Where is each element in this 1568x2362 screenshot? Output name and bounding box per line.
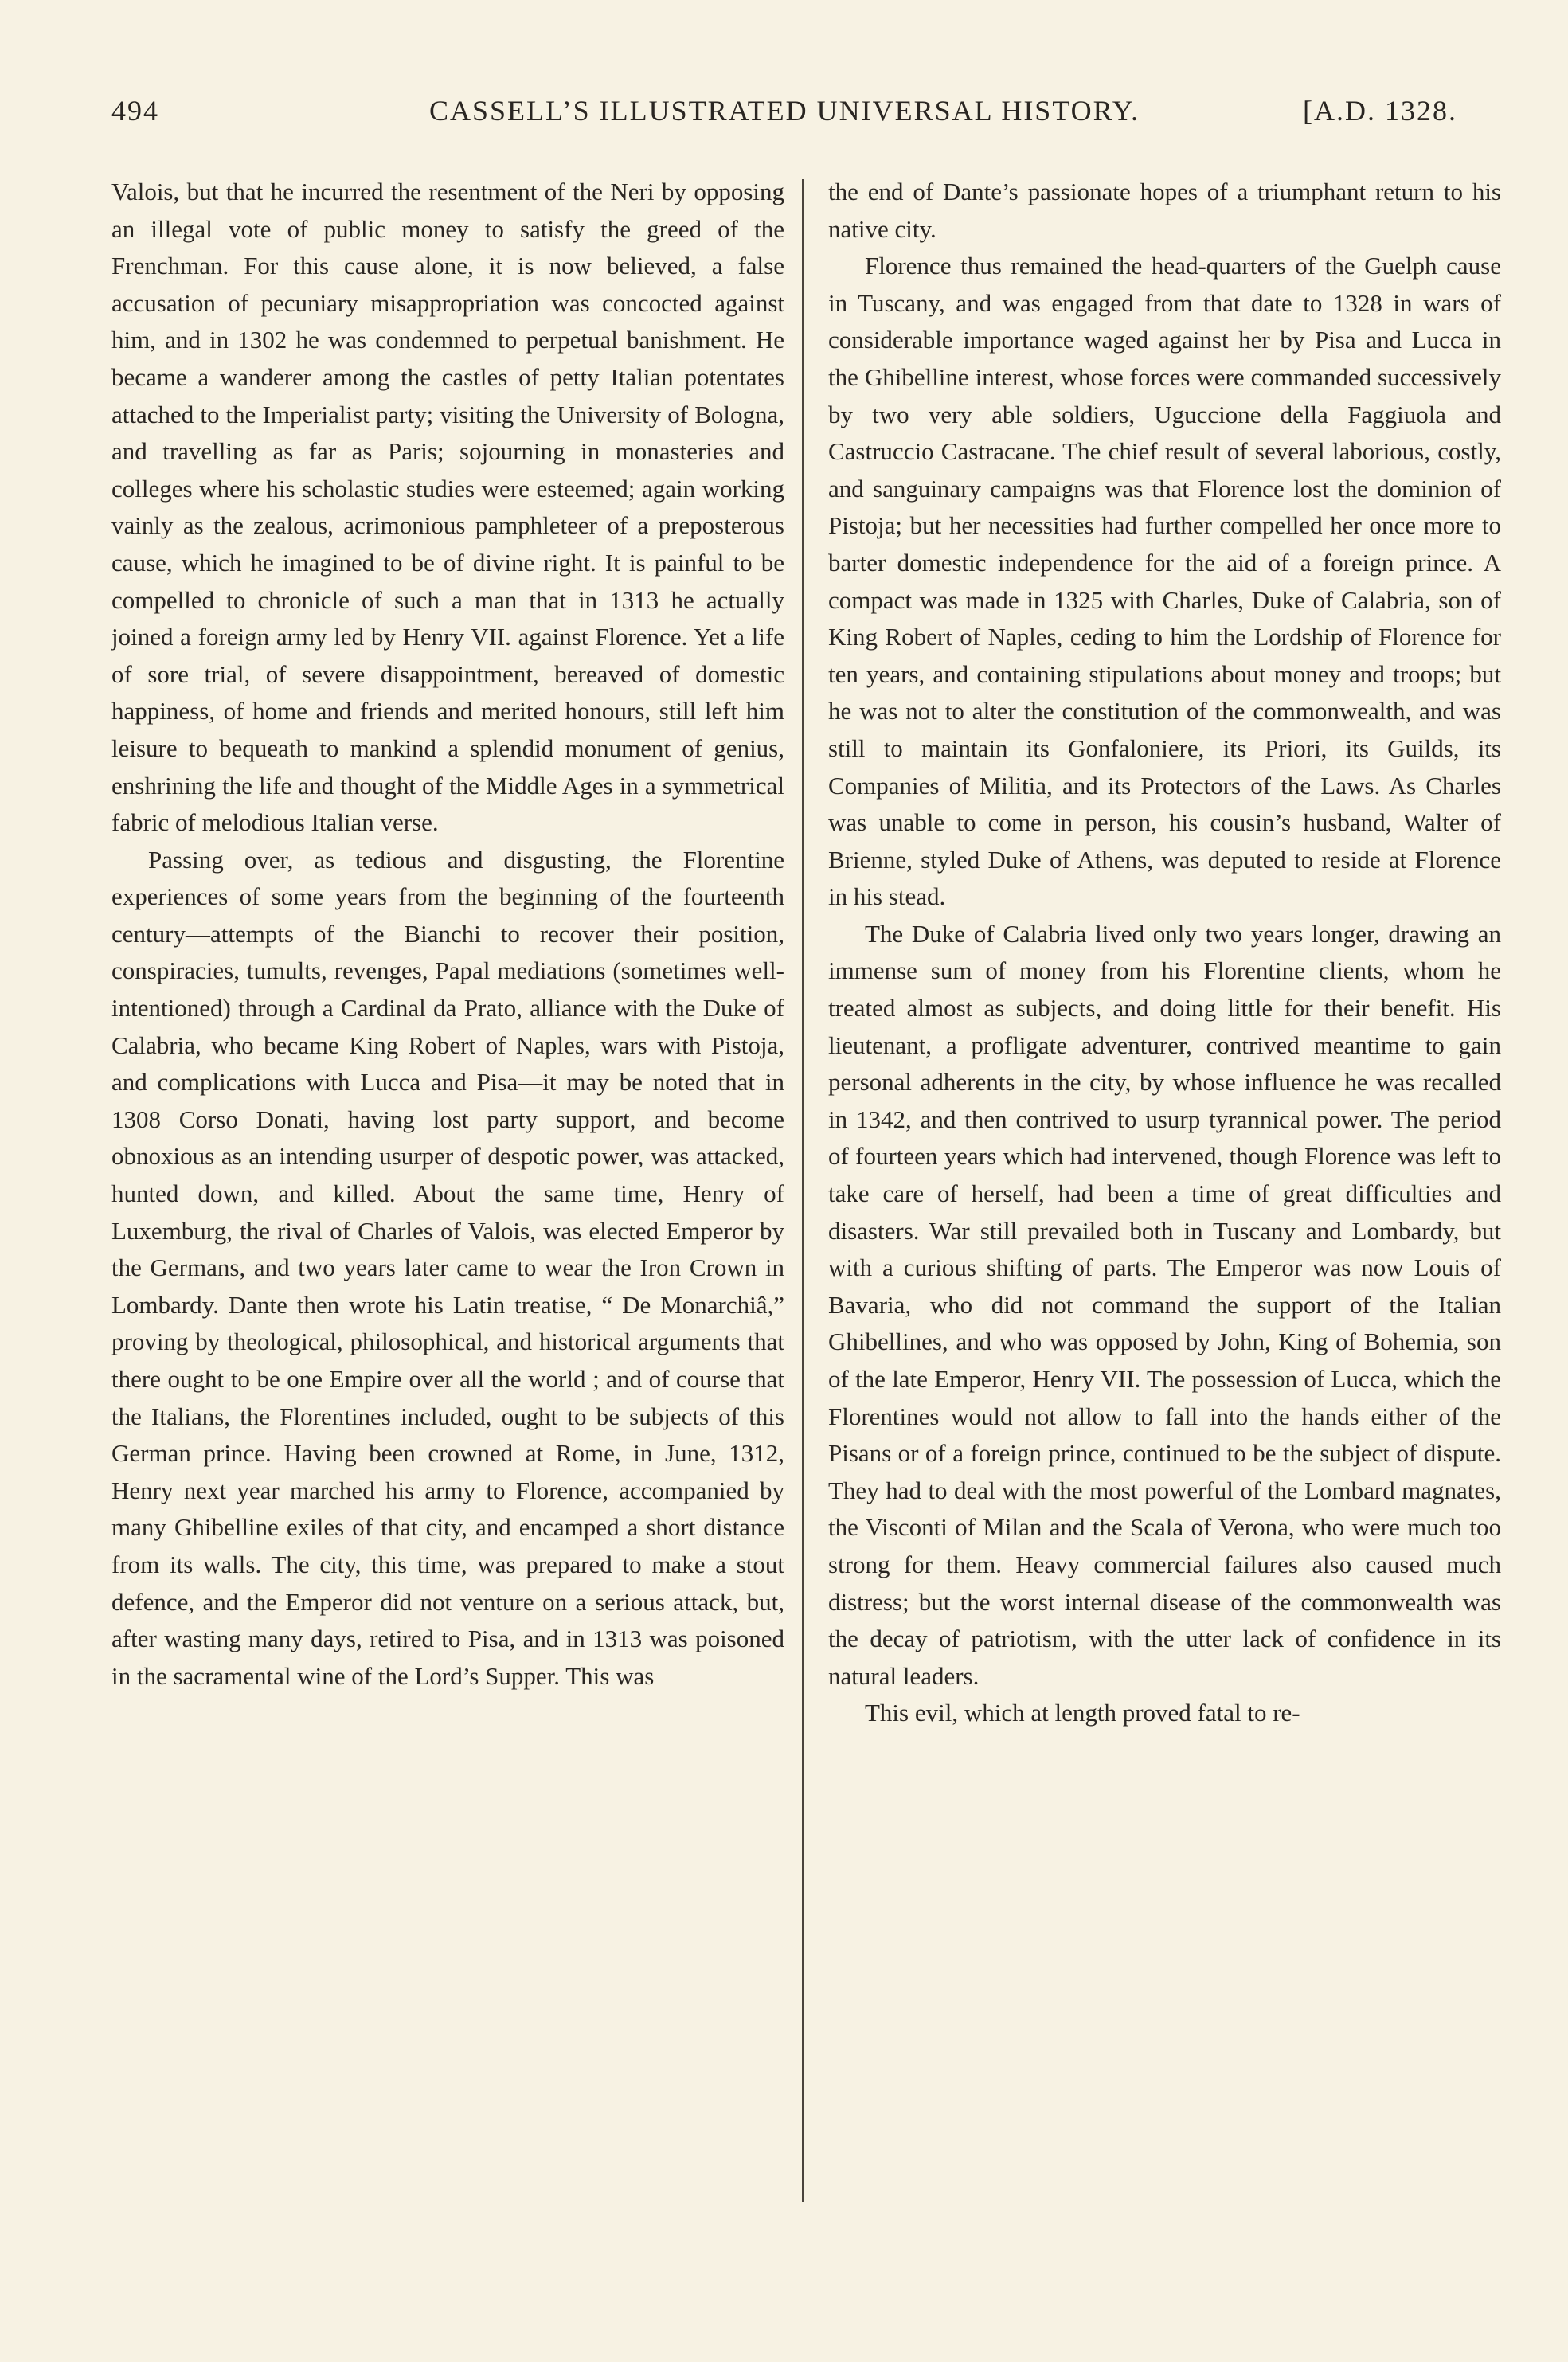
paragraph: the end of Dante’s passionate hopes of a triumphant return to his native city. [828, 178, 1501, 243]
paragraph: The Duke of Calabria lived only two years longer, drawing an immense sum of money from his Florentine clients, whom he treated almost as subjects, and doing little for their benefit. His lieutenant, a profligate adventurer, contrived meantime to gain personal adherents in the city, by whose influence he was recalled in 1342, and then contrived to usurp tyrannical power. The period of fourteen years which had intervened, though Florence was left to take care of herself, had been a time of great difficulties and disasters. War still prevailed both in Tuscany and Lombardy, but with a curious shifting of parts. The Emperor was now Louis of Bavaria, who did not command the support of the Italian Ghibellines, and who was opposed by John, King of Bohemia, son of the late Emperor, Henry VII. The possession of Lucca, which the Florentines would not allow to fall into the hands either of the Pisans or of a foreign prince, continued to be the subject of dispute. They had to deal with the most powerful of the Lombard magnates, the Visconti of Milan and the Scala of Verona, who were much too strong for them. Heavy commercial failures also caused much distress; but the worst internal disease of the commonwealth was the decay of patriotism, with the utter lack of confidence in its natural leaders. [828, 919, 1501, 1690]
paragraph: This evil, which at length proved fatal to re- [865, 1699, 1300, 1727]
date-marker: [A.D. 1328. [1303, 95, 1457, 127]
paragraph: Florence thus remained the head-quarters of the Guelph cause in Tuscany, and was engaged from that date to 1328 in wars of considerable importance waged against her by Pisa and Lucca in the Ghibelline interest, whose forces were commanded successively by two very able soldiers, Uguccione della Faggiuola and Castruccio Castracane. The chief result of several laborious, costly, and sanguinary campaigns was that Florence lost the dominion of Pistoja; but her necessities had further compelled her once more to barter domestic independence for the aid of a foreign prince. A compact was made in 1325 with Charles, Duke of Calabria, son of King Robert of Naples, ceding to him the Lordship of Florence for ten years, and containing stipulations about money and troops; but he was not to alter the constitution of the commonwealth, and was still to maintain its Gonfaloniere, its Priori, its Guilds, its Companies of Militia, and its Protectors of the Laws. As Charles was unable to come in person, his cousin’s husband, Walter of Brienne, styled Duke of Athens, was deputed to reside at Florence in his stead. [828, 252, 1501, 911]
paragraph: Passing over, as tedious and disgusting, the Florentine experiences of some years from the beginning of the fourteenth century—attempts of the Bianchi to recover their position, conspiracies, tumults, revenges, Papal mediations (sometimes well-intentioned) through a Cardinal da Prato, alliance with the Duke of Calabria, who became King Robert of Naples, wars with Pistoja, and complications with Lucca and Pisa—it may be noted that in 1308 Corso Donati, having lost party support, and become obnoxious as an intending usurper of despotic power, was attacked, hunted down, and killed. About the same time, Henry of Luxemburg, the rival of Charles of Valois, was elected Emperor by the Germans, and two years later came to wear the Iron Crown in Lombardy. Dante then wrote his Latin treatise, “ De Monarchiâ,” proving by theological, philosophical, and historical arguments that there ought to be one Empire over all the world ; and of course that the Italians, the Florentines included, ought to be subjects of this German prince. Having been crowned at Rome, in June, 1312, Henry next year marched his army to Florence, accompanied by many Ghibelline exiles of that city, and encamped a short distance from its walls. The city, this time, was prepared to make a stout defence, and the Emperor did not venture on a serious attack, but, after wasting many days, retired to Pisa, and in 1313 was poisoned in the sacramental wine of the Lord’s Supper. This was [111, 845, 784, 1690]
right-column [828, 174, 1501, 1732]
column-divider [802, 179, 804, 2202]
running-title: CASSELL’S ILLUSTRATED UNIVERSAL HISTORY. [428, 95, 1140, 127]
left-column [111, 174, 784, 1695]
paragraph: Valois, but that he incurred the resentment of the Neri by opposing an illegal vote of public money to satisfy the greed of the Frenchman. For this cause alone, it is now believed, a false accusation of pecuniary misappropriation was concocted against him, and in 1302 he was condemned to perpetual banishment. He became a wanderer among the castles of petty Italian potentates attached to the Imperialist party; visiting the University of Bologna, and travelling as far as Paris; sojourning in monasteries and colleges where his scholastic studies were esteemed; again working vainly as the zealous, acrimonious pamphleteer of a preposterous cause, which he imagined to be of divine right. It is painful to be compelled to chronicle of such a man that in 1313 he actually joined a foreign army led by Henry VII. against Florence. Yet a life of sore trial, of severe disappointment, bereaved of domestic happiness, of home and friends and merited honours, still left him leisure to bequeath to mankind a splendid monument of genius, enshrining the life and thought of the Middle Ages in a symmetrical fabric of melodious Italian verse. [111, 178, 784, 837]
page-number: 494 [111, 95, 159, 127]
running-header [111, 94, 1457, 142]
